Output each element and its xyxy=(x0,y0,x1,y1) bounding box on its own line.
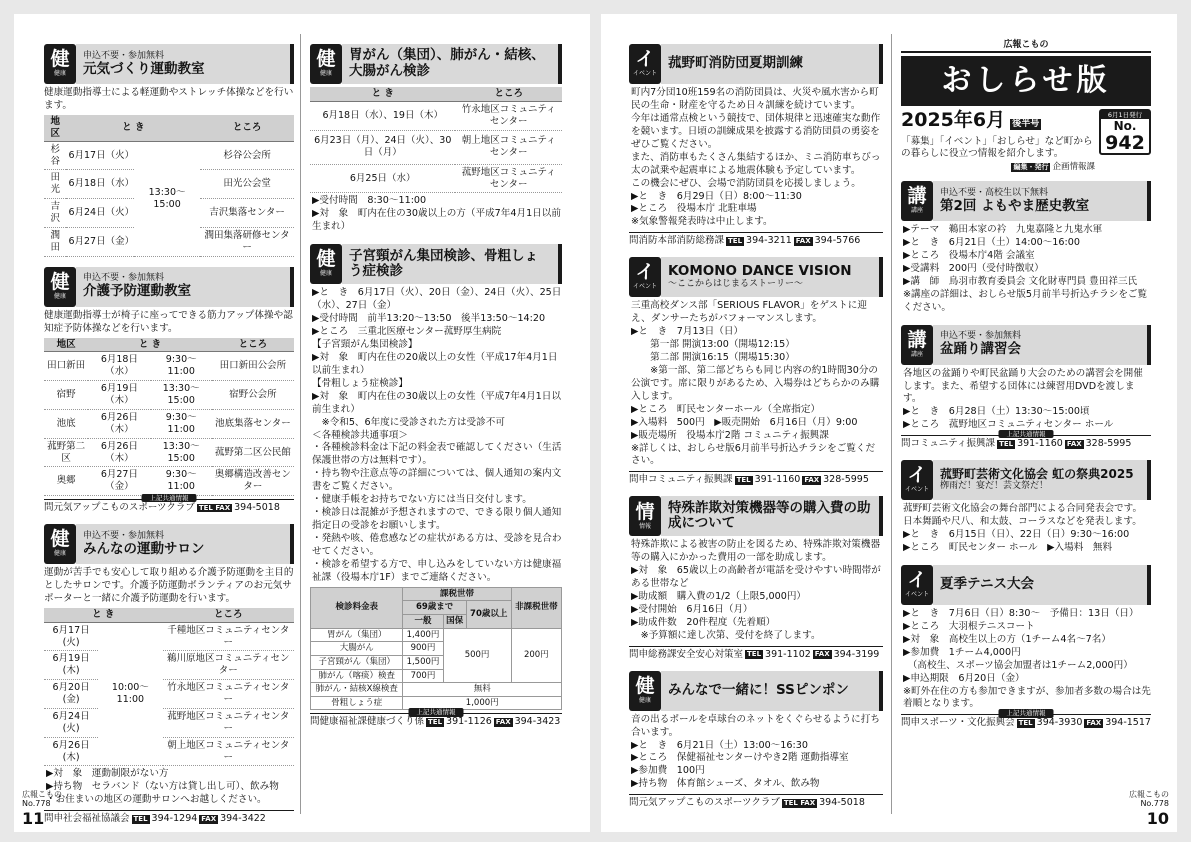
column-divider xyxy=(300,34,301,814)
screening-details xyxy=(310,287,562,585)
detail-line: ▶販売場所 役場本庁2階 コミュニティ振興課 xyxy=(631,429,829,441)
section-title: 胃がん（集団）、肺がん・結核、大腸がん検診 xyxy=(349,47,545,79)
left-page xyxy=(14,14,590,832)
event-icon: イ イベント xyxy=(901,565,933,605)
health-icon: 健 健康 xyxy=(44,267,76,307)
section-title: 子宮頸がん集団検診、骨粗しょう症検診 xyxy=(349,247,538,280)
detail-line: ▶ところ 町民センターホール（全席指定） xyxy=(631,403,821,415)
event-icon: イ イベント xyxy=(629,44,661,84)
table-row: 池底 6月26日（木） 9:30～11:00 池底集落センター xyxy=(44,409,294,438)
detail-line: 三重高校ダンス部「SERIOUS FLAVOR」をゲストに迎え、ダンサーたちがパフォーマンスします。 xyxy=(631,300,867,325)
section-title: 第2回 よもやま歴史教室 xyxy=(940,197,1090,214)
detail-line: ▶ところ 三重北医療センター菰野厚生病院 xyxy=(312,326,502,337)
section-title: 菰野町芸術文化協会 虹の祭典2025 xyxy=(940,466,1134,481)
section-title: KOMONO DANCE VISION xyxy=(668,262,852,279)
lecture-icon: 講 講座 xyxy=(901,325,933,365)
contact-line: 上記共通情報 問元気アップこものスポーツクラブ TEL FAX 394-5018 xyxy=(44,499,294,514)
right-column-2 xyxy=(901,40,1151,739)
section-cervical-bone xyxy=(310,244,562,728)
section-care-prevention: 健 健康 申込不要・参加無料 介護予防運動教室 健康運動指導士が椅子に座ってできる筋力アップ体操や認知症予防体操などを行います。 地区 と き ところ 田口新田 6月18日（水） 9:30～11:00 田口新田公会所 宿野 6月19日（木） 13:30～15:00 宿野公会所 池底 6月26日（木） 9:30～11:00 池底集落センター 菰野第二区 6月26日（木） 13:30～15:00 菰野第二区公民館 奥郷 6月27日（金） 9:30～11:00 奥郷構造改善センター 上記共通情報 問元気アップこものスポーツクラブ TEL FAX 394-5018 xyxy=(44,267,294,514)
page-number: 広報こもの No.778 10 xyxy=(1129,789,1169,828)
detail-line: 音の出るボールを卓球台のネットをくぐらせるように打ち合います。 xyxy=(631,713,880,738)
event-icon: イ イベント xyxy=(629,257,661,297)
detail-line: ▶ところ 役場本庁4階 会議室 xyxy=(903,249,1035,261)
detail-line: 菰野町芸術文化協会の舞台部門による合同発表会です。日本舞踊や尺八、和太鼓、コーラスなどを発表します。 xyxy=(903,503,1143,528)
detail-line: ・持ち物や注意点等の詳細については、個人通知の案内文書をご覧ください。 xyxy=(312,468,562,493)
detail-line: 第二部 開演16:15（開場15:30） xyxy=(631,351,795,363)
column-divider xyxy=(891,34,892,814)
table-row: 潤田 6月27日（金） 潤田集落研修センター xyxy=(44,227,294,256)
detail-line: ▶助成件数 20件程度（先着順） xyxy=(631,616,776,628)
detail-line: ▶と き 6月17日（火）、20日（金）、24日（火）、25日（水）、27日（金） xyxy=(312,287,562,312)
detail-line: ▶と き 7月6日（日）8:30～ 予備日：13日（日） xyxy=(903,607,1139,619)
detail-line: ▶と き 6月29日（日）8:00～11:30 xyxy=(631,190,802,202)
section-bon-dance: 講 講座 申込不要・参加無料 盆踊り講習会 各地区の盆踊りや町民盆踊り大会のための講習会を開催します。また、希望する団体には練習用DVDを渡します。 ▶と き 6月28日（土）13:30～15:00頃 ▶ところ 菰野地区コミュニティセンター ホール 上記共通情報 問コミュニティ振興課 TEL 391-1160 FAX 328-5995 xyxy=(901,325,1151,451)
detail-line: ・各種検診料金は下記の料金表で確認してください（生活保護世帯の方は無料です）。 xyxy=(312,442,562,467)
right-page xyxy=(601,14,1177,832)
detail-line: ▶参加費 100円 xyxy=(631,765,705,777)
lecture-icon: 講 講座 xyxy=(901,181,933,221)
detail-line: （高校生、スポーツ協会加盟者は1チーム2,000円） xyxy=(903,659,1133,671)
detail-line: ▶と き 6月21日（土）14:00～16:00 xyxy=(903,236,1080,248)
detail-line: 【骨粗しょう症検診】 xyxy=(312,377,408,389)
masthead-top: 広報こもの xyxy=(901,40,1151,53)
info-icon: 情 情報 xyxy=(629,496,661,536)
detail-line: ▶持ち物 体育館シューズ、タオル、飲み物 xyxy=(631,778,820,790)
health-icon: 健 健康 xyxy=(629,671,661,711)
page-number: 広報こもの No.778 11 xyxy=(22,789,62,828)
detail-line: ▶と き 6月21日（土）13:00～16:30 xyxy=(631,739,808,751)
event-icon: イ イベント xyxy=(901,460,933,500)
detail-line: ▶と き 6月28日（土）13:30～15:00頃 xyxy=(903,406,1090,418)
detail-line: 今年は通常点検という競技で、団体規律と迅速確実な動作を競います。日頃の訓練成果を披露する消防団員の勇姿をぜひご覧ください。 xyxy=(631,112,881,150)
table-row: 田光 6月18日（水） 田光公会堂 xyxy=(44,170,294,199)
schedule-table: 地区 と き ところ 田口新田 6月18日（水） 9:30～11:00 田口新田公会所 宿野 6月19日（木） 13:30～15:00 宿野公会所 池底 6月26日（木） 9:30～11:00 池底集落センター 菰野第二区 6月26日（木） 13:30～15:00 菰野第二区公民館 奥郷 6月27日（金） 9:30～11:00 奥郷構造改善センター xyxy=(44,338,294,497)
contact-line: 上記共通情報 問健康福祉課健康づくり係 TEL 391-1126 FAX 394-3423 xyxy=(310,708,561,728)
detail-line: ▶入場料 500円 ▶販売開始 6月16日（月）9:00 xyxy=(631,416,858,428)
section-description: 健康運動指導士による軽運動やストレッチ体操などを行います。 xyxy=(44,87,294,111)
table-row: 6月19日(木) 鵜川原地区コミュニティセンター xyxy=(44,651,294,680)
contact-line: 問消防本部消防総務課 TEL 394-3211 FAX 394-5766 xyxy=(629,232,883,247)
health-icon: 健 健康 xyxy=(310,244,342,284)
section-fire-drill xyxy=(629,44,883,247)
table-row: 6月23日（月）、24日（火）、30日（月） 朝上地区コミュニティセンター xyxy=(310,130,562,164)
table-row: 6月24日(火) 菰野地区コミュニティセンター xyxy=(44,708,294,737)
table-row: 宿野 6月19日（木） 13:30～15:00 宿野公会所 xyxy=(44,381,294,410)
left-column-2 xyxy=(310,44,562,738)
detail-line: 町内7分団10班159名の消防団員は、火災や風水害から町民の生命・財産を守るため日々訓練を続けています。 xyxy=(631,87,879,111)
detail-line: 【子宮頸がん集団検診】 xyxy=(312,338,418,350)
section-dance-vision: イ イベント KOMONO DANCE VISION ～ここからはじまるストーリー～ 三重高校ダンス部「SERIOUS FLAVOR」をゲストに迎え、ダンサーたちがパフォーマンスします。 ▶と き 7月13日（日） 第一部 開演13:00（開場12:15） 第二部 開演16:15（開場15:30） ※第一部、第二部どちらも同じ内容の約1時間30分の公演です。席に限りがあるため、入場券はどちらかのみ購入します。 ▶ところ 町民センターホール（全席指定） ▶入場料 500円 ▶販売開始 6月16日（月）9:00 ▶販売場所 役場本庁2階 コミュニティ振興課 ※詳しくは、おしらせ版6月前半号折込チラシをご覧ください。 問申コミュニティ振興課 TEL 391-1160 FAX 328-5995 xyxy=(629,257,883,486)
detail-line: ▶と き 6月15日（日）、22日（日）9:30～16:00 xyxy=(903,529,1130,540)
masthead-title: おしらせ版 xyxy=(901,56,1151,106)
table-row: 杉谷 6月17日（火） 13:30～15:00 杉谷公会所 xyxy=(44,141,294,170)
table-row: 肺がん（喀痰）検査 700円 xyxy=(311,669,562,683)
detail-line: この機会にぜひ、会場で消防団員を応援しましょう。 xyxy=(631,177,861,189)
detail-line: ・発熱や咳、倦怠感などの症状がある方は、受診を見合わせてください。 xyxy=(312,533,562,557)
section-title: みんなで一緒に！SSピンポン xyxy=(668,681,849,698)
table-row: 田口新田 6月18日（水） 9:30～11:00 田口新田公会所 xyxy=(44,352,294,381)
left-column-1 xyxy=(44,44,294,835)
detail-line: ▶ところ 町民センター ホール ▶入場料 無料 xyxy=(903,541,1113,553)
detail-line: ※気象警報発表時は中止します。 xyxy=(631,216,773,228)
fee-table: 検診料金表 課税世帯 非課税世帯 69歳まで 70歳以上 一般 国保 胃がん（集団） 1,400円 500円 200円 大腸がん 900円 子宮頸がん（集団） 1,500円 肺がん（喀痰）検査 700円 肺がん・結核X線検査 無料 骨粗しょう症 1,000円 xyxy=(310,587,562,711)
contact-line: 問元気アップこものスポーツクラブ TEL FAX 394-5018 xyxy=(629,794,883,809)
table-row: 大腸がん 900円 xyxy=(311,642,562,656)
table-row: 6月26日(木) 朝上地区コミュニティセンター xyxy=(44,737,294,766)
table-row: 菰野第二区 6月26日（木） 13:30～15:00 菰野第二区公民館 xyxy=(44,438,294,467)
detail-line: ▶ところ 役場本庁 北駐車場 xyxy=(631,203,757,215)
section-title: みんなの運動サロン xyxy=(83,540,205,557)
section-tennis xyxy=(901,565,1151,729)
detail-line: ※第一部、第二部どちらも同じ内容の約1時間30分の公演です。席に限りがあるため、入場券はどちらかのみ購入します。 xyxy=(631,364,880,402)
schedule-table: 地区 と き ところ 杉谷 6月17日（火） 13:30～15:00 杉谷公会所 田光 6月18日（水） 田光公会堂 吉沢 6月24日（火） 吉沢集落センター 潤田 6月27日（金） 潤田集落研修センター xyxy=(44,115,294,257)
health-icon: 健 健康 xyxy=(44,524,76,564)
contact-line: 問申コミュニティ振興課 TEL 391-1160 FAX 328-5995 xyxy=(629,471,883,486)
detail-line: ・検診日は混雑が予想されますので、できる限り個人通知指定日の受診をお願いします。 xyxy=(312,507,562,532)
section-fraud-subsidy xyxy=(629,496,883,660)
detail-line: 第一部 開演13:00（開場12:15） xyxy=(631,339,795,350)
table-row: 6月18日（水）、19日（木） 竹永地区コミュニティセンター xyxy=(310,101,562,130)
table-row: 胃がん（集団） 1,400円 500円 200円 xyxy=(311,628,562,642)
health-icon: 健 健康 xyxy=(44,44,76,84)
table-row: 吉沢 6月24日（火） 吉沢集落センター xyxy=(44,199,294,228)
detail-line: 特殊詐欺による被害の防止を図るため、特殊詐欺対策機器等の購入にかかった費用の一部を助成します。 xyxy=(631,539,881,564)
masthead: 広報こもの おしらせ版 2025年6月 後半号 「募集」「イベント」「おしらせ」など町からの暮らしに役立つ情報を紹介します。 編集・発行 企画情報課 6月1日発行 No. 942 xyxy=(901,40,1151,173)
section-genki-exercise xyxy=(44,44,294,257)
detail-line: ▶と き 7月13日（日） xyxy=(631,326,744,338)
contact-line: 上記共通情報 問コミュニティ振興課 TEL 391-1160 FAX 328-5995 xyxy=(901,435,1151,450)
table-row: 6月17日(火) 10:00～11:00 千種地区コミュニティセンター xyxy=(44,622,294,651)
detail-line: ▶受付時間 前半13:20～13:50 後半13:50～14:20 xyxy=(312,313,546,325)
section-exercise-salon: 健 健康 申込不要・参加無料 みんなの運動サロン 運動が苦手でも安心して取り組める介護予防運動を主目的としたサロンです。介護予防運動ボランティアのお元気サポーターと一緒に介護予防運動を行います。 と き ところ 6月17日(火) 10:00～11:00 千種地区コミュニティセンター 6月19日(木) 鵜川原地区コミュニティセンター 6月20日(金) 竹永地区コミュニティセンター 6月24日(火) 菰野地区コミュニティセンター 6月26日(木) 朝上地区コミュニティセンター ▶対 象 運動制限がない方 ▶持ち物 セラバンド（ない方は貸し出し可）、飲み物 ・お住まいの地区の運動サロンへお越しください。 問申社会福祉協議会 TEL 394-1294 FAX 394-3422 xyxy=(44,524,294,825)
section-subtitle: 申込不要・参加無料 xyxy=(83,50,165,61)
detail-line: ・検診を希望する方で、申し込みをしていない方は健康福祉課（役場本庁1F）までご連絡ください。 xyxy=(312,558,562,583)
detail-line: ・健康手帳をお持ちでない方には当日交付します。 xyxy=(312,494,532,506)
table-row: 子宮頸がん（集団） 1,500円 xyxy=(311,655,562,669)
detail-line: ▶ところ 大羽根テニスコート xyxy=(903,620,1035,632)
section-title: 元気づくり運動教室 xyxy=(83,60,205,77)
detail-line: ▶受講料 200円（受付時徴収） xyxy=(903,262,1044,274)
table-row: 6月20日(金) 竹永地区コミュニティセンター xyxy=(44,680,294,709)
table-row: 奥郷 6月27日（金） 9:30～11:00 奥郷構造改善センター xyxy=(44,467,294,496)
detail-line: ※町外在住の方も参加できますが、参加者多数の場合は先着順となります。 xyxy=(903,685,1151,710)
table-row: 肺がん・結核X線検査 無料 xyxy=(311,683,562,697)
issue-badge: 6月1日発行 No. 942 xyxy=(1099,109,1151,155)
detail-line: ▶テーマ 鵜田本家の衿 九鬼嘉隆と九鬼水軍 xyxy=(903,224,1103,235)
detail-line: ※詳しくは、おしらせ版6月前半号折込チラシをご覧ください。 xyxy=(631,442,876,467)
table-row: 6月25日（水） 菰野地区コミュニティセンター xyxy=(310,164,562,193)
detail-line: ▶対 象 町内在住の30歳以上の女性（平成7年4月1日以前生まれ） xyxy=(312,390,561,415)
contact-line: 問申総務課安全安心対策室 TEL 391-1102 FAX 394-3199 xyxy=(629,646,883,661)
table-row: 骨粗しょう症 1,000円 xyxy=(311,696,562,710)
detail-line: ▶参加費 1チーム4,000円 xyxy=(903,646,1021,658)
detail-line: ▶受付開始 6月16日（月） xyxy=(631,603,753,615)
detail-line: ※予算額に達し次第、受付を終了します。 xyxy=(631,629,821,641)
section-title: 夏季テニス大会 xyxy=(940,576,1034,593)
detail-line: ▶講 師 鳥羽市教育委員会 文化財専門員 豊田祥三氏 xyxy=(903,275,1138,287)
detail-line: ▶申込期限 6月20日（金） xyxy=(903,672,1025,684)
detail-line: ▶助成額 購入費の1/2（上限5,000円） xyxy=(631,591,807,602)
section-ss-pingpong xyxy=(629,671,883,810)
section-title: 特殊詐欺対策機器等の購入費の助成について xyxy=(668,499,871,532)
schedule-table: と き ところ 6月17日(火) 10:00～11:00 千種地区コミュニティセンター 6月19日(木) 鵜川原地区コミュニティセンター 6月20日(金) 竹永地区コミュニティセンター 6月24日(火) 菰野地区コミュニティセンター 6月26日(木) 朝上地区コミュニティセンター xyxy=(44,608,294,767)
detail-line: ▶対 象 町内在住の20歳以上の女性（平成17年4月1日以前生まれ） xyxy=(312,351,558,376)
contact-line: 問申社会福祉協議会 TEL 394-1294 FAX 394-3422 xyxy=(44,810,294,825)
right-column-1 xyxy=(629,44,883,819)
detail-line: ▶対 象 高校生以上の方（1チーム4名～7名） xyxy=(903,633,1111,645)
health-icon: 健 健康 xyxy=(310,44,342,84)
contact-line: 上記共通情報 問申スポーツ・文化振興会 TEL 394-3930 FAX 394-1517 xyxy=(901,709,1151,729)
detail-line: 各地区の盆踊りや町民盆踊り大会のための講習会を開催します。また、希望する団体には練習用DVDを渡します。 xyxy=(903,367,1143,405)
section-history-class: 講 講座 申込不要・高校生以下無料 第2回 よもやま歴史教室 ▶テーマ 鵜田本家の衿 九鬼嘉隆と九鬼水軍 ▶と き 6月21日（土）14:00～16:00 ▶ところ 役場本庁4階 会議室 ▶受講料 200円（受付時徴収） ▶講 師 鳥羽市教育委員会 文化財専門員 豊田祥三氏 ※講座の詳細は、おしらせ版5月前半号折込チラシをご覧ください。 xyxy=(901,181,1151,315)
detail-line: ※講座の詳細は、おしらせ版5月前半号折込チラシをご覧ください。 xyxy=(903,288,1148,313)
detail-line: ▶ところ 保健福祉センターけやき2階 運動指導室 xyxy=(631,752,849,764)
section-title: 盆踊り講習会 xyxy=(940,341,1021,358)
section-title: 菰野町消防団夏期訓練 xyxy=(668,55,803,72)
detail-line: ▶対 象 65歳以上の高齢者が電話を受けやすい時間帯がある世帯など xyxy=(631,565,881,590)
schedule-table: と き ところ 6月18日（水）、19日（木） 竹永地区コミュニティセンター 6月23日（月）、24日（火）、30日（月） 朝上地区コミュニティセンター 6月25日（水） 菰野地区コミュニティセンター xyxy=(310,87,562,193)
detail-line: ▶ところ 菰野地区コミュニティセンター ホール xyxy=(903,419,1114,431)
section-arts-festival: イ イベント 菰野町芸術文化協会 虹の祭典2025 栁雨だ！宴だ！芸文祭だ！ 菰野町芸術文化協会の舞台部門による合同発表会です。日本舞踊や尺八、和太鼓、コーラスなどを発表します。 ▶と き 6月15日（日）、22日（日）9:30～16:00 ▶ところ 町民センター ホール ▶入場料 無料 xyxy=(901,460,1151,555)
detail-line: また、消防車もたくさん集結するほか、ミニ消防車ちびっ太の試乗や起震車による地震体験も予定しています。 xyxy=(631,151,881,176)
detail-line: ※令和5、6年度に受診された方は受診不可 xyxy=(312,416,505,428)
section-title: 介護予防運動教室 xyxy=(83,283,191,300)
section-cancer-screening: 健 健康 胃がん（集団）、肺がん・結核、大腸がん検診 と き ところ 6月18日（水）、19日（木） 竹永地区コミュニティセンター 6月23日（月）、24日（火）、30日（月） 朝上地区コミュニティセンター 6月25日（水） 菰野地区コミュニティセンター ▶受付時間 8:30～11:00 ▶対 象 町内在住の30歳以上の方（平成7年4月1日以前生まれ） xyxy=(310,44,562,234)
detail-line: ＜各種検診共通事項＞ xyxy=(312,429,408,441)
